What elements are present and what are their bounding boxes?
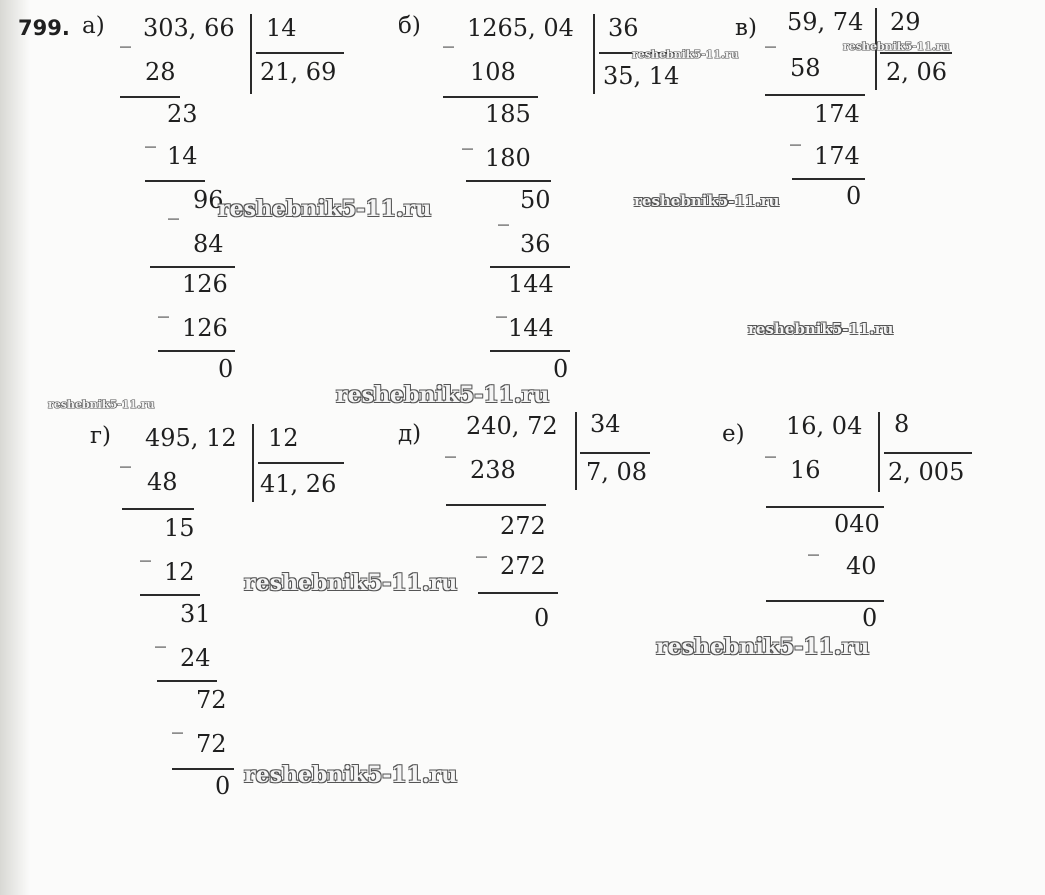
step: 272 <box>500 512 546 540</box>
dividend: 240, 72 <box>466 412 558 440</box>
quotient: 2, 005 <box>888 458 965 486</box>
step: 0 <box>215 772 231 800</box>
step: 0 <box>553 355 569 383</box>
label-d: д) <box>398 421 422 447</box>
quotient: 35, 14 <box>603 62 680 90</box>
step: 108 <box>470 58 516 86</box>
step: 84 <box>193 230 224 258</box>
step-line <box>145 180 205 182</box>
dividend: 16, 04 <box>786 412 863 440</box>
step-line <box>792 178 865 180</box>
step-line <box>120 96 180 98</box>
step: 16 <box>790 456 821 484</box>
minus-sign: _ <box>498 201 509 226</box>
quotient-line <box>258 462 344 464</box>
step: 126 <box>182 270 228 298</box>
step: 96 <box>193 186 224 214</box>
divisor: 14 <box>266 14 297 42</box>
step-line <box>766 600 884 602</box>
quotient: 2, 06 <box>886 58 948 86</box>
watermark: reshebnik5-11.ru <box>48 398 155 411</box>
step: 185 <box>485 100 531 128</box>
step: 12 <box>164 558 195 586</box>
step: 174 <box>814 142 860 170</box>
step: 0 <box>534 604 550 632</box>
divisor: 12 <box>268 424 299 452</box>
divisor: 8 <box>894 410 910 438</box>
watermark: reshebnik5-11.ru <box>244 570 458 596</box>
step: 272 <box>500 552 546 580</box>
step-line <box>150 266 235 268</box>
step-line <box>158 350 235 352</box>
step: 0 <box>218 355 234 383</box>
quotient-line <box>256 52 344 54</box>
divisor: 29 <box>890 8 921 36</box>
watermark: reshebnik5-11.ru <box>748 320 894 338</box>
quotient-line <box>580 452 650 454</box>
minus-sign: _ <box>120 23 131 48</box>
quotient: 7, 08 <box>586 458 648 486</box>
step: 31 <box>180 600 211 628</box>
step: 48 <box>147 468 178 496</box>
watermark: reshebnik5-11.ru <box>336 382 550 408</box>
minus-sign: _ <box>145 123 156 148</box>
dividend: 59, 74 <box>787 8 864 36</box>
quotient: 21, 69 <box>260 58 337 86</box>
step-line <box>157 680 217 682</box>
minus-sign: _ <box>765 433 776 458</box>
step-line <box>765 94 865 96</box>
step: 28 <box>145 58 176 86</box>
divisor: 34 <box>590 410 621 438</box>
minus-sign: _ <box>476 533 487 558</box>
minus-sign: _ <box>443 23 454 48</box>
problem-number: 799. <box>18 16 70 40</box>
dividend: 303, 66 <box>143 14 235 42</box>
quotient: 41, 26 <box>260 470 337 498</box>
minus-sign: _ <box>496 293 507 318</box>
step: 36 <box>520 230 551 258</box>
watermark: reshebnik5-11.ru <box>656 634 870 660</box>
minus-sign: _ <box>158 293 169 318</box>
step-line <box>466 180 551 182</box>
step-line <box>122 508 194 510</box>
minus-sign: _ <box>765 23 776 48</box>
step: 72 <box>196 730 227 758</box>
step: 58 <box>790 54 821 82</box>
label-v: в) <box>735 15 757 41</box>
step-line <box>766 506 884 508</box>
minus-sign: _ <box>462 125 473 150</box>
step: 72 <box>196 686 227 714</box>
division-bar <box>593 14 595 94</box>
step-line <box>443 96 538 98</box>
minus-sign: _ <box>168 195 179 220</box>
minus-sign: _ <box>140 537 151 562</box>
division-bar <box>878 412 880 492</box>
minus-sign: _ <box>155 623 166 648</box>
step: 126 <box>182 314 228 342</box>
step: 40 <box>846 552 877 580</box>
step-line <box>490 350 570 352</box>
dividend: 1265, 04 <box>467 14 574 42</box>
minus-sign: _ <box>808 531 819 556</box>
divisor: 36 <box>608 14 639 42</box>
watermark: reshebnik5-11.ru <box>634 192 780 210</box>
division-bar <box>575 412 577 490</box>
step: 0 <box>862 604 878 632</box>
watermark: reshebnik5-11.ru <box>632 48 739 61</box>
label-b: б) <box>398 13 421 39</box>
step: 144 <box>508 270 554 298</box>
page-edge-shadow <box>0 0 30 895</box>
step: 50 <box>520 186 551 214</box>
label-g: г) <box>90 423 112 449</box>
step: 174 <box>814 100 860 128</box>
step: 0 <box>846 182 862 210</box>
step: 15 <box>164 514 195 542</box>
step-line <box>446 504 546 506</box>
dividend: 495, 12 <box>145 424 237 452</box>
step-line <box>490 266 570 268</box>
step: 144 <box>508 314 554 342</box>
step: 238 <box>470 456 516 484</box>
step: 180 <box>485 144 531 172</box>
watermark: reshebnik5-11.ru <box>218 196 432 222</box>
division-bar <box>252 424 254 502</box>
watermark: reshebnik5-11.ru <box>843 40 950 53</box>
step: 040 <box>834 510 880 538</box>
label-a: а) <box>82 13 105 39</box>
minus-sign: _ <box>120 443 131 468</box>
step-line <box>172 768 234 770</box>
minus-sign: _ <box>445 433 456 458</box>
watermark: reshebnik5-11.ru <box>244 762 458 788</box>
division-bar <box>250 14 252 94</box>
step-line <box>478 592 558 594</box>
minus-sign: _ <box>172 709 183 734</box>
step: 24 <box>180 644 211 672</box>
label-e: е) <box>722 421 745 447</box>
step: 14 <box>167 142 198 170</box>
quotient-line <box>884 452 972 454</box>
minus-sign: _ <box>790 121 801 146</box>
step-line <box>140 594 200 596</box>
step: 23 <box>167 100 198 128</box>
